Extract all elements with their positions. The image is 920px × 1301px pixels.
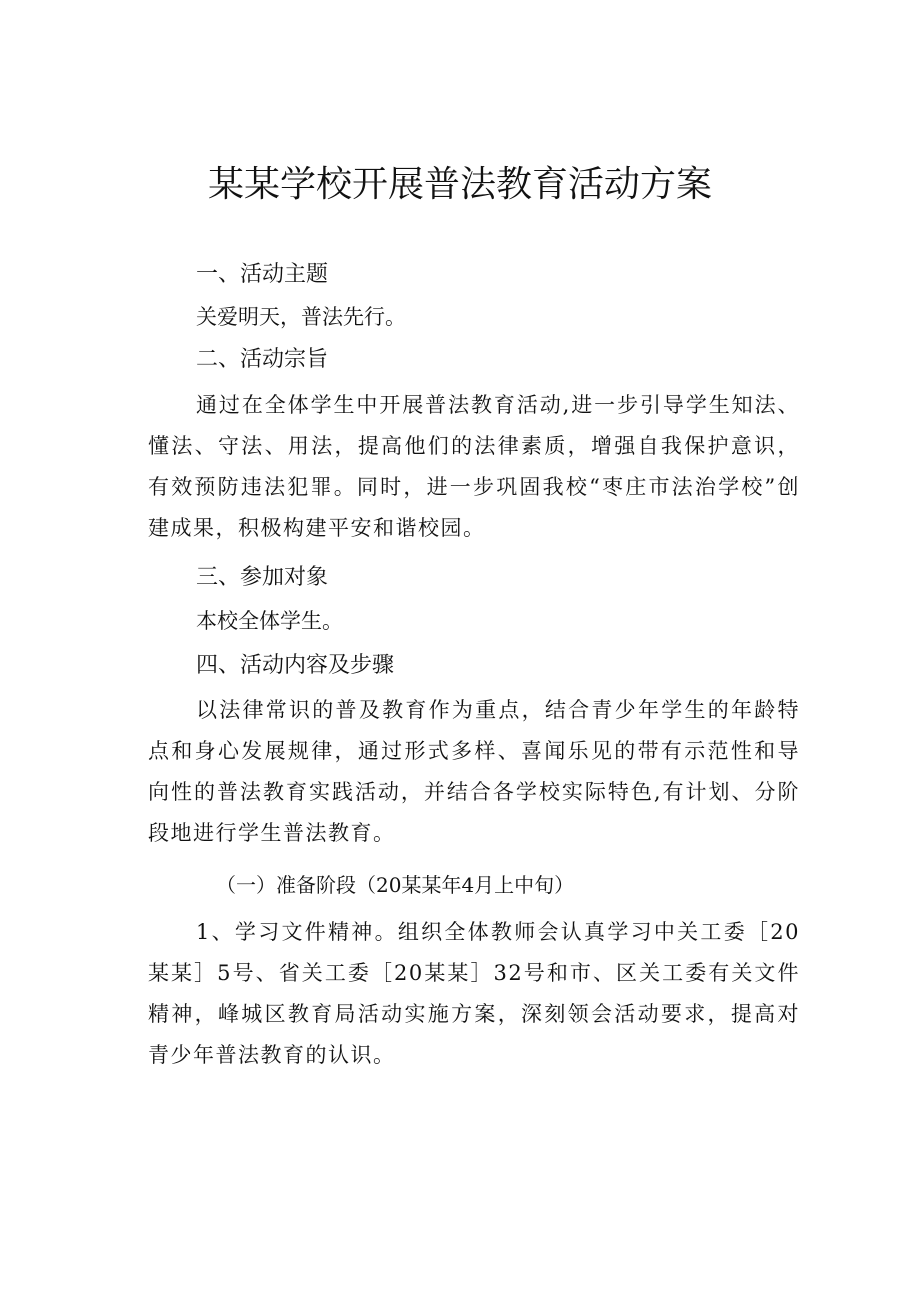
document-title: 某某学校开展普法教育活动方案 [207, 164, 712, 205]
section-heading: 一、活动主题 [196, 262, 329, 287]
section-4 [148, 651, 800, 681]
section-1 [148, 260, 800, 290]
section-3-body [148, 606, 800, 636]
section-1-body [148, 302, 800, 332]
phase-heading: （一）准备阶段（20某某年4月上中旬） [216, 873, 575, 897]
section-2 [148, 345, 800, 375]
section-4-item-1 [148, 912, 800, 1076]
section-body: 关爱明天，普法先行。 [196, 305, 406, 329]
section-body: 以法律常识的普及教育作为重点，结合青少年学生的年龄特点和身心发展规律，通过形式多样、喜闻乐见的带有示范性和导向性的普法教育实践活动，并结合各学校实际特色,有计划、分阶段地进行学生普法教育。 [148, 698, 800, 845]
section-heading: 二、活动宗旨 [196, 347, 329, 372]
list-item: 1、学习文件精神。组织全体教师会认真学习中关工委［20某某］5号、省关工委［20某某］32号和市、区关工委有关文件精神，峰城区教育局活动实施方案，深刻领会活动要求，提高对青少年普法教育的认识。 [148, 920, 800, 1067]
section-4-subheading [148, 870, 800, 900]
section-body: 通过在全体学生中开展普法教育活动,进一步引导学生知法、懂法、守法、用法，提高他们的法律素质，增强自我保护意识，有效预防违法犯罪。同时，进一步巩固我校“枣庄市法治学校”创建成果，积极构建平安和谐校园。 [148, 393, 800, 540]
section-heading: 四、活动内容及步骤 [196, 653, 395, 678]
section-2-body [148, 385, 800, 549]
section-3 [148, 563, 800, 593]
section-body: 本校全体学生。 [196, 609, 343, 633]
section-heading: 三、参加对象 [196, 565, 329, 590]
section-4-body [148, 690, 800, 854]
